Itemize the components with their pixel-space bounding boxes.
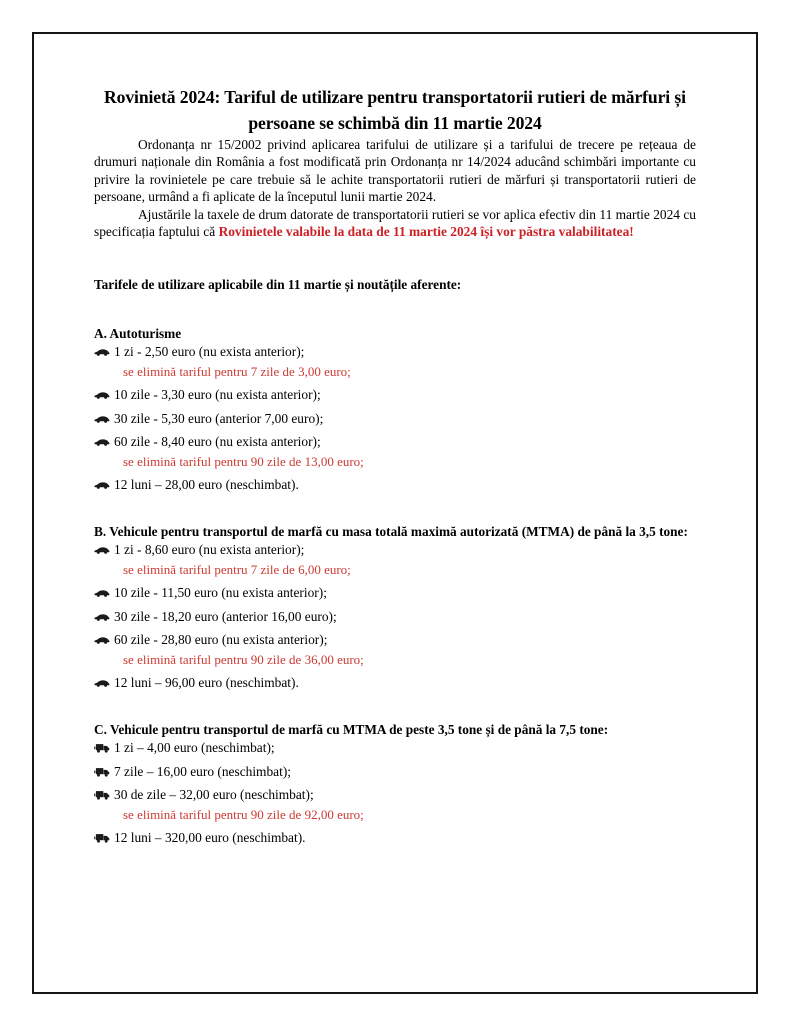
- list-item-text: 60 zile - 8,40 euro (nu exista anterior);: [114, 434, 321, 450]
- truck-icon: [94, 766, 110, 778]
- removed-tariff-note: se elimină tariful pentru 90 zile de 13,00 euro;: [123, 453, 364, 469]
- effective-date-paragraph: [94, 206, 696, 241]
- removed-tariff-note: se elimină tariful pentru 7 zile de 3,00 euro;: [123, 363, 351, 379]
- tariff-lead-heading: Tarifele de utilizare aplicabile din 11 martie și noutățile aferente:: [94, 277, 462, 293]
- car-icon: [94, 479, 110, 491]
- list-item-text: 1 zi - 8,60 euro (nu exista anterior);: [114, 542, 305, 558]
- car-icon: [94, 587, 110, 599]
- list-item-text: 60 zile - 28,80 euro (nu exista anterior);: [114, 632, 328, 648]
- car-icon: [94, 413, 110, 425]
- list-item: [94, 476, 696, 493]
- car-icon: [94, 677, 110, 689]
- page-title: Rovinietă 2024: Tariful de utilizare pentru transportatorii rutieri de mărfuri și persoane se schimbă din 11 martie 2024: [104, 87, 686, 133]
- list-item: [94, 386, 696, 403]
- truck-icon: [94, 742, 110, 754]
- list-item-text: 12 luni – 96,00 euro (neschimbat).: [114, 675, 299, 691]
- list-item: [94, 584, 696, 601]
- list-item: [94, 739, 696, 756]
- list-item-text: 7 zile – 16,00 euro (neschimbat);: [114, 763, 292, 779]
- car-icon: [94, 436, 110, 448]
- section-a-list: [94, 343, 696, 493]
- intro-paragraph: Ordonanța nr 15/2002 privind aplicarea tarifului de utilizare și a tarifului de trecere pe rețeaua de drumuri naționale din România a fost modificată prin Ordonanța nr 14/2024 aducând schimbări importante cu privire la rovinietele pe care trebuie să le achite transportatorii rutieri de mărfuri și transportatorii rutieri de persoane, urmând a fi aplicate de la începutul lunii martie 2024.: [94, 137, 696, 205]
- list-item-text: 1 zi - 2,50 euro (nu exista anterior);: [114, 344, 305, 360]
- section-b-list: [94, 541, 696, 691]
- truck-icon: [94, 789, 110, 801]
- car-icon: [94, 544, 110, 556]
- list-item: [94, 631, 696, 668]
- list-item: [94, 410, 696, 427]
- removed-tariff-note: se elimină tariful pentru 90 zile de 36,00 euro;: [123, 651, 364, 667]
- list-item: [94, 541, 696, 578]
- list-item-text: 1 zi – 4,00 euro (neschimbat);: [114, 740, 275, 756]
- tariff-lead-wrap: [94, 276, 696, 294]
- list-item: [94, 829, 696, 846]
- section-c: [94, 721, 696, 846]
- document-content: [94, 84, 696, 846]
- section-c-list: [94, 739, 696, 846]
- section-c-title: C. Vehicule pentru transportul de marfă cu MTMA de peste 3,5 tone și de până la 7,5 tone:: [94, 722, 609, 738]
- list-item-text: 10 zile - 11,50 euro (nu exista anterior);: [114, 585, 327, 601]
- car-icon: [94, 611, 110, 623]
- list-item: [94, 674, 696, 691]
- truck-icon: [94, 832, 110, 844]
- list-item: [94, 786, 696, 823]
- car-icon: [94, 346, 110, 358]
- list-item-text: 30 zile - 18,20 euro (anterior 16,00 euro);: [114, 608, 337, 624]
- section-b-title: B. Vehicule pentru transportul de marfă cu masa totală maximă autorizată (MTMA) de până la 3,5 tone:: [94, 524, 688, 540]
- list-item-text: 12 luni – 320,00 euro (neschimbat).: [114, 830, 306, 846]
- list-item-text: 30 zile - 5,30 euro (anterior 7,00 euro);: [114, 410, 324, 426]
- page-border-frame: [32, 32, 758, 994]
- list-item: [94, 763, 696, 780]
- list-item: [94, 433, 696, 470]
- list-item: [94, 608, 696, 625]
- section-a-title: A. Autoturisme: [94, 326, 182, 342]
- section-b: [94, 523, 696, 691]
- list-item-text: 10 zile - 3,30 euro (nu exista anterior);: [114, 387, 321, 403]
- car-icon: [94, 389, 110, 401]
- removed-tariff-note: se elimină tariful pentru 90 zile de 92,00 euro;: [123, 806, 364, 822]
- list-item: [94, 343, 696, 380]
- section-a: [94, 325, 696, 493]
- list-item-text: 30 de zile – 32,00 euro (neschimbat);: [114, 787, 314, 803]
- car-icon: [94, 634, 110, 646]
- removed-tariff-note: se elimină tariful pentru 7 zile de 6,00 euro;: [123, 561, 351, 577]
- validity-highlight: Rovinietele valabile la data de 11 martie 2024 își vor păstra valabilitatea!: [218, 224, 634, 240]
- effective-date-text: Ajustările la taxele de drum datorate de transportatorii rutieri se vor aplica efectiv din 11 martie 2024 cu specificația faptului că: [94, 206, 696, 240]
- list-item-text: 12 luni – 28,00 euro (neschimbat).: [114, 477, 299, 493]
